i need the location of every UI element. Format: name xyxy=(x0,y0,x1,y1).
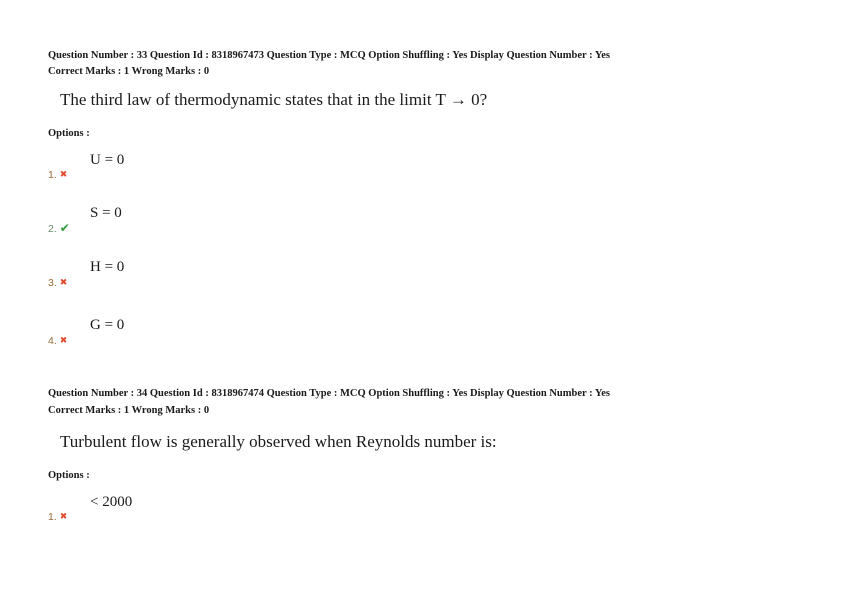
question-33-option-1-text: U = 0 xyxy=(90,152,125,168)
option-number: 1. xyxy=(48,169,57,181)
question-34-meta-line1: Question Number : 34 Question Id : 8318967474 Question Type : MCQ Option Shuffling : Yes Display Question Number : Yes xyxy=(48,388,611,399)
question-33-text: The third law of thermodynamic states that in the limit T → 0? xyxy=(60,90,488,109)
cross-icon: ✖ xyxy=(59,169,68,179)
question-33-option-2-text: S = 0 xyxy=(90,205,122,221)
check-icon: ✔ xyxy=(59,221,70,235)
question-33-options-label: Options : xyxy=(48,128,90,139)
question-34-meta-line2: Correct Marks : 1 Wrong Marks : 0 xyxy=(48,405,210,416)
question-33-option-2 xyxy=(48,221,70,235)
option-number: 4. xyxy=(48,335,57,347)
option-number: 2. xyxy=(48,223,57,235)
option-number: 1. xyxy=(48,511,57,523)
question-33-meta-line1: Question Number : 33 Question Id : 8318967473 Question Type : MCQ Option Shuffling : Yes Display Question Number : Yes xyxy=(48,50,611,61)
question-34-options-label: Options : xyxy=(48,470,90,481)
question-33-meta-line2: Correct Marks : 1 Wrong Marks : 0 xyxy=(48,66,210,77)
question-33-option-3 xyxy=(48,277,67,289)
cross-icon: ✖ xyxy=(59,277,68,287)
question-34-option-1-text: < 2000 xyxy=(90,494,133,510)
question-34-option-1 xyxy=(48,511,67,523)
cross-icon: ✖ xyxy=(59,511,68,521)
question-33-option-3-text: H = 0 xyxy=(90,259,125,275)
cross-icon: ✖ xyxy=(59,335,68,345)
question-33-option-4 xyxy=(48,335,67,347)
question-34-text: Turbulent flow is generally observed when Reynolds number is: xyxy=(60,432,497,451)
question-33-option-1 xyxy=(48,169,67,181)
option-number: 3. xyxy=(48,277,57,289)
question-33-option-4-text: G = 0 xyxy=(90,317,125,333)
